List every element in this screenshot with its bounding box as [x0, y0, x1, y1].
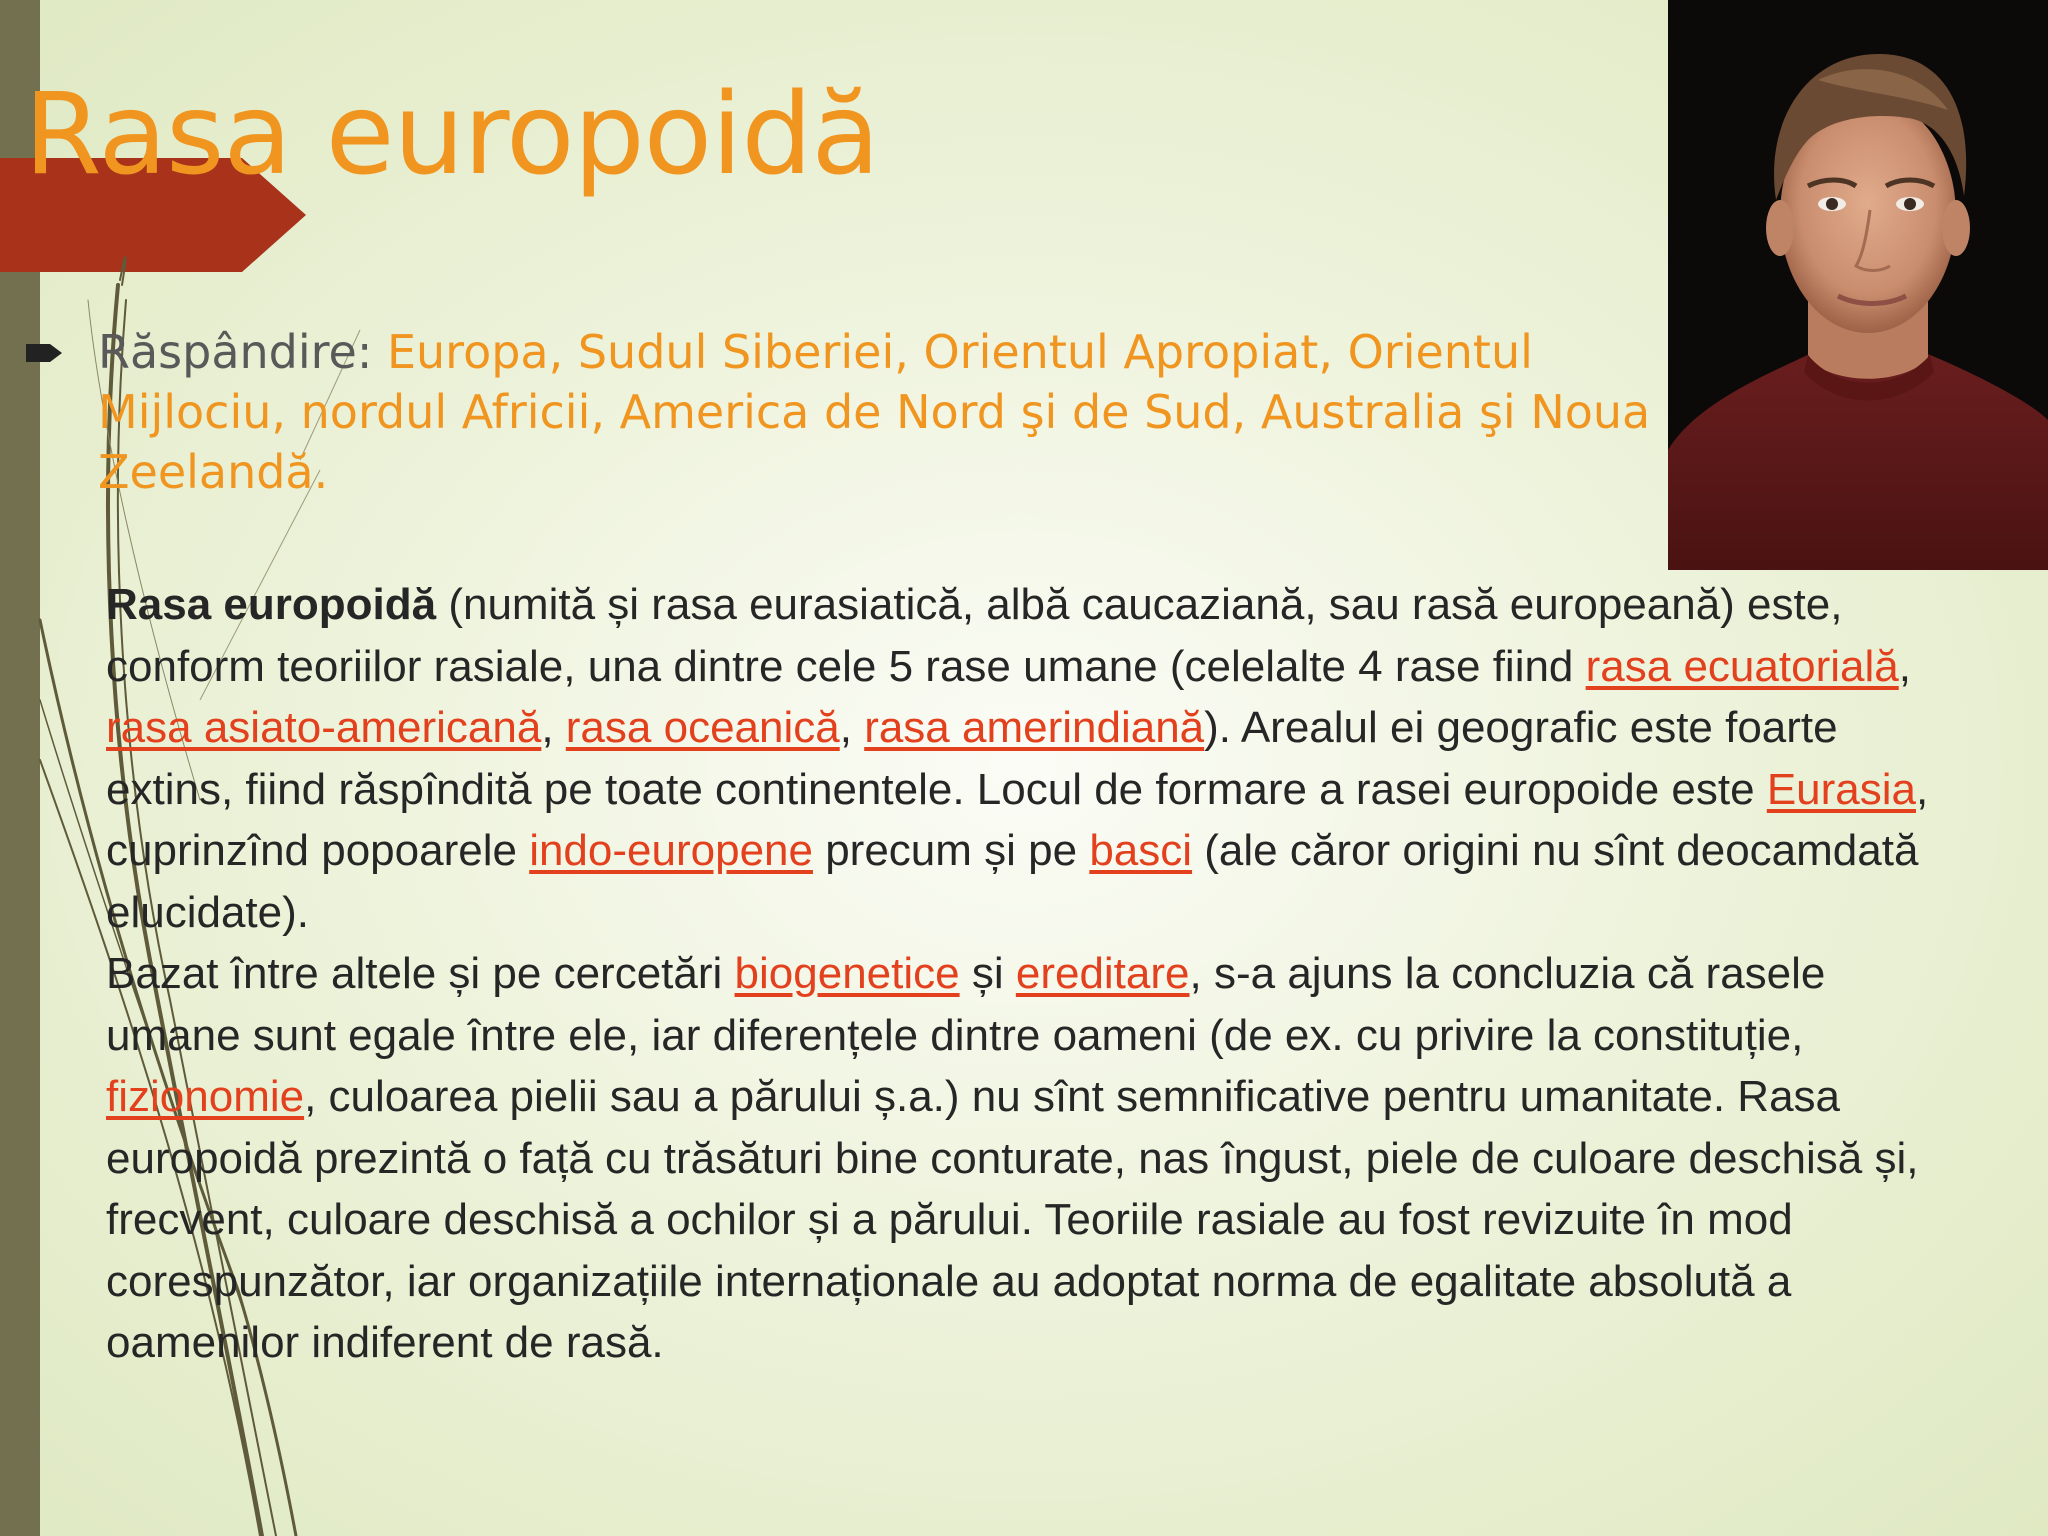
body-text: și — [959, 949, 1016, 998]
link-fizionomie[interactable]: fizionomie — [106, 1072, 305, 1121]
arrow-bullet-icon — [26, 344, 62, 362]
body-text: , — [541, 703, 566, 752]
distribution-bullet — [98, 322, 1678, 502]
link-rasa-asiato-americana[interactable]: rasa asiato-americană — [106, 703, 542, 752]
link-indo-europene[interactable]: indo-europene — [529, 826, 813, 875]
distribution-value: Europa, Sudul Siberiei, Orientul Apropiat, Orientul Mijlociu, nordul Africii, America de Nord şi de Sud, Australia şi Noua Zeelandă. — [98, 325, 1651, 499]
body-text: ). Arealul ei geografic este foarte extins, fiind răspîndită pe toate continentele. Locul de formare a rasei europoide este — [106, 703, 1838, 814]
term-bold: Rasa europoidă — [106, 580, 437, 629]
body-text: Bazat între altele și pe cercetări — [106, 949, 735, 998]
body-text: , — [1898, 641, 1911, 691]
link-rasa-ecuatoriala[interactable]: rasa ecuatorială — [1585, 641, 1899, 691]
link-basci[interactable]: basci — [1089, 826, 1193, 875]
body-text: (numită și rasa eurasiatică, albă caucaziană, sau rasă europeană) este, conform teoriilor rasiale, una dintre cele 5 rase umane (celelalte 4 rase fiind — [106, 580, 1843, 691]
body-text: , s-a ajuns la concluzia că rasele umane sunt egale între ele, iar diferențele dintre oameni (de ex. cu privire la constituție, — [106, 949, 1826, 1060]
link-biogenetice[interactable]: biogenetice — [734, 949, 960, 998]
link-rasa-oceanica[interactable]: rasa oceanică — [565, 703, 840, 752]
description-paragraph — [106, 574, 1946, 1374]
body-text: , culoarea pielii sau a părului ș.a.) nu sînt semnificative pentru umanitate. Rasa europoidă prezintă o față cu trăsături bine conturate, nas îngust, piele de culoare deschisă și, frecvent, culoare deschisă a ochilor și a părului. Teoriile rasiale au fost revizuite în mod corespunzător, iar organizațiile internaționale au adoptat norma de egalitate absolută a oamenilor indiferent de rasă. — [106, 1072, 1919, 1367]
body-text: , cuprinzînd popoarele — [106, 764, 1929, 875]
portrait-photo — [1668, 0, 2048, 570]
slide-title: Rasa europoidă — [24, 70, 880, 200]
body-text: precum și pe — [812, 826, 1090, 875]
link-ereditare[interactable]: ereditare — [1015, 949, 1190, 998]
distribution-label: Răspândire: — [98, 325, 373, 379]
link-rasa-amerindiana[interactable]: rasa amerindiană — [864, 703, 1205, 752]
body-text: (ale căror origini nu sînt deocamdată elucidate). — [106, 826, 1919, 937]
link-eurasia[interactable]: Eurasia — [1766, 764, 1916, 814]
body-text: , — [839, 703, 865, 752]
